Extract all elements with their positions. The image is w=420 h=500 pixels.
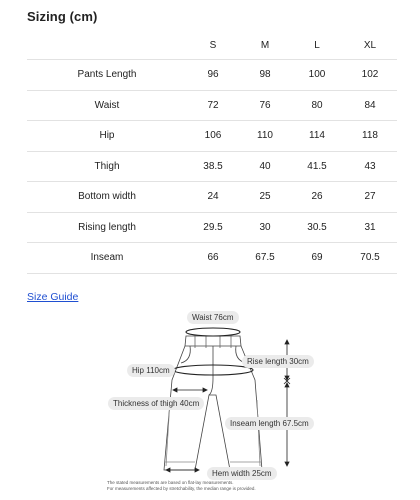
- row-label: Pants Length: [27, 60, 187, 91]
- hem-label: Hem width 25cm: [207, 467, 277, 480]
- table-cell: 84: [343, 90, 397, 121]
- table-row: [27, 182, 397, 213]
- table-row: [27, 121, 397, 152]
- row-label: Thigh: [27, 151, 187, 182]
- table-row: [27, 90, 397, 121]
- table-cell: 98: [239, 60, 291, 91]
- table-cell: 30: [239, 212, 291, 243]
- header-cell-xl: XL: [343, 32, 397, 60]
- table-cell: 25: [239, 182, 291, 213]
- table-cell: 96: [187, 60, 239, 91]
- rise-label: Rise length 30cm: [242, 355, 314, 368]
- table-cell: 80: [291, 90, 343, 121]
- table-cell: 72: [187, 90, 239, 121]
- table-row: [27, 243, 397, 274]
- table-cell: 24: [187, 182, 239, 213]
- table-cell: 69: [291, 243, 343, 274]
- table-cell: 76: [239, 90, 291, 121]
- row-label: Inseam: [27, 243, 187, 274]
- table-cell: 110: [239, 121, 291, 152]
- table-cell: 30.5: [291, 212, 343, 243]
- header-cell-s: S: [187, 32, 239, 60]
- row-label: Waist: [27, 90, 187, 121]
- table-cell: 41.5: [291, 151, 343, 182]
- page-title: Sizing (cm): [27, 9, 98, 24]
- header-cell-m: M: [239, 32, 291, 60]
- thigh-label: Thickness of thigh 40cm: [108, 397, 204, 410]
- table-cell: 114: [291, 121, 343, 152]
- size-guide-link[interactable]: Size Guide: [27, 291, 79, 303]
- table-header-row: [27, 32, 397, 60]
- table-row: [27, 60, 397, 91]
- header-cell-l: L: [291, 32, 343, 60]
- table-cell: 26: [291, 182, 343, 213]
- table-cell: 38.5: [187, 151, 239, 182]
- table-row: [27, 151, 397, 182]
- table-cell: 66: [187, 243, 239, 274]
- table-cell: 102: [343, 60, 397, 91]
- table-cell: 43: [343, 151, 397, 182]
- header-cell-empty: [27, 32, 187, 60]
- table-cell: 31: [343, 212, 397, 243]
- inseam-label: Inseam length 67.5cm: [225, 417, 314, 430]
- waist-label: Waist 76cm: [187, 311, 239, 324]
- row-label: Hip: [27, 121, 187, 152]
- table-cell: 40: [239, 151, 291, 182]
- size-table: [27, 32, 397, 274]
- table-cell: 118: [343, 121, 397, 152]
- hip-label: Hip 110cm: [127, 364, 175, 377]
- table-cell: 70.5: [343, 243, 397, 274]
- footnote-flat-lay: The stated measurements are based on flat-lay measurements.: [107, 480, 234, 485]
- table-cell: 67.5: [239, 243, 291, 274]
- row-label: Bottom width: [27, 182, 187, 213]
- footnote-stretch: For measurements affected by stretchability, the median range is provided.: [107, 486, 256, 491]
- table-cell: 100: [291, 60, 343, 91]
- table-cell: 27: [343, 182, 397, 213]
- waist-measure-ellipse: [186, 328, 240, 336]
- table-cell: 29.5: [187, 212, 239, 243]
- row-label: Rising length: [27, 212, 187, 243]
- table-row: [27, 212, 397, 243]
- table-cell: 106: [187, 121, 239, 152]
